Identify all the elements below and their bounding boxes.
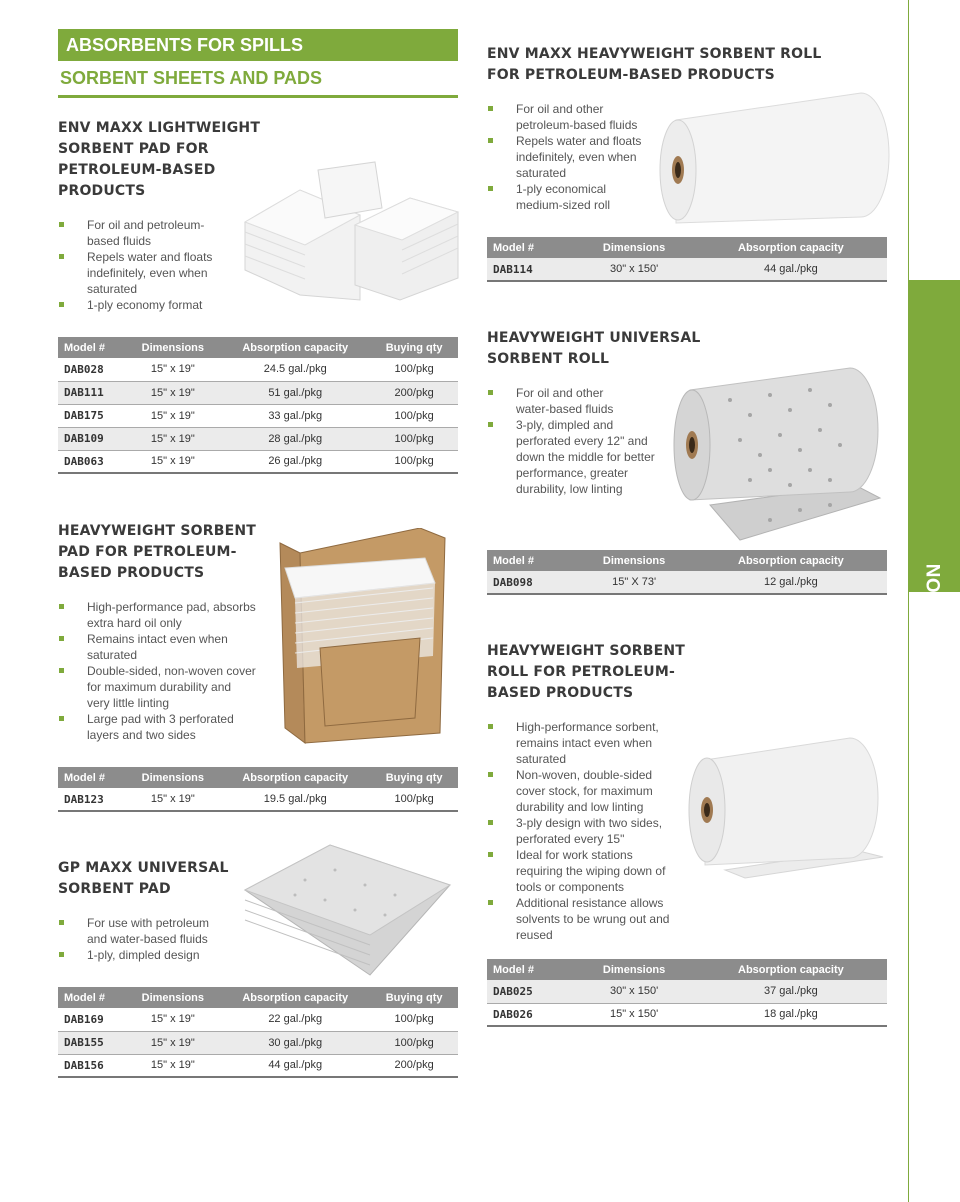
feature-item: Repels water and floats indefinitely, even when saturated: [58, 249, 238, 297]
sorbent-pads-image: [240, 160, 460, 305]
table-row: [58, 381, 458, 404]
title-line: HEAVYWEIGHT SORBENT: [58, 523, 257, 539]
title-line: PETROLEUM-BASED: [58, 162, 216, 178]
capacity-cell: 44 gal./pkg: [220, 1054, 370, 1077]
feature-item: For oil and other water-based fluids: [487, 385, 667, 417]
pad-stack-right: [355, 198, 458, 300]
dimension-cell: 15" x 19": [125, 1031, 220, 1054]
column-header: Dimensions: [125, 987, 220, 1008]
spec-table: [58, 337, 458, 474]
feature-item: Ideal for work stations requiring the wiping down of tools or components: [487, 847, 677, 895]
feature-item: 3-ply design with two sides, perforated every 15": [487, 815, 677, 847]
quantity-cell: 100/pkg: [370, 788, 458, 811]
feature-item: 1-ply economical medium-sized roll: [487, 181, 657, 213]
column-header: Absorption capacity: [695, 237, 887, 258]
product-title: [487, 641, 685, 704]
column-header: Absorption capacity: [220, 767, 370, 788]
spec-table: [58, 767, 458, 812]
capacity-cell: 26 gal./pkg: [220, 450, 370, 473]
model-cell: DAB028: [58, 358, 125, 381]
sidebar-tab: [909, 280, 960, 869]
dimension-cell: 15" X 73': [573, 571, 694, 594]
column-header: Buying qty: [370, 337, 458, 358]
feature-list: [58, 217, 238, 313]
quantity-cell: 100/pkg: [370, 1008, 458, 1031]
capacity-cell: 37 gal./pkg: [695, 980, 887, 1003]
title-line: PAD FOR PETROLEUM-: [58, 544, 237, 560]
heavyweight-roll-image: [685, 735, 885, 880]
model-cell: DAB098: [487, 571, 573, 594]
table-row: [58, 427, 458, 450]
table-row: [58, 450, 458, 473]
column-header: Absorption capacity: [695, 959, 887, 980]
quantity-cell: 200/pkg: [370, 381, 458, 404]
column-header: Dimensions: [573, 550, 694, 571]
model-cell: DAB063: [58, 450, 125, 473]
column-header: Model #: [487, 237, 573, 258]
dimension-cell: 15" x 19": [125, 1008, 220, 1031]
column-header: Model #: [58, 987, 125, 1008]
title-line: ENV MAXX LIGHTWEIGHT: [58, 120, 261, 136]
spec-table: [487, 550, 887, 595]
feature-item: 3-ply, dimpled and perforated every 12" and down the middle for better performance, greater durability, low linting: [487, 417, 667, 497]
model-cell: DAB175: [58, 404, 125, 427]
feature-item: Non-woven, double-sided cover stock, for maximum durability and low linting: [487, 767, 677, 815]
model-cell: DAB123: [58, 788, 125, 811]
feature-list: [58, 915, 238, 963]
feature-item: Double-sided, non-woven cover for maximum durability and very little linting: [58, 663, 273, 711]
product-title: [58, 858, 229, 900]
model-cell: DAB109: [58, 427, 125, 450]
feature-list: [58, 599, 273, 743]
title-line: SORBENT PAD FOR: [58, 141, 209, 157]
model-cell: DAB111: [58, 381, 125, 404]
column-header: Model #: [58, 337, 125, 358]
column-header: Model #: [487, 550, 573, 571]
feature-item: For oil and petroleum- based fluids: [58, 217, 238, 249]
title-line: PRODUCTS: [58, 183, 146, 199]
capacity-cell: 12 gal./pkg: [695, 571, 887, 594]
column-header: Dimensions: [125, 767, 220, 788]
quantity-cell: 200/pkg: [370, 1054, 458, 1077]
model-cell: DAB155: [58, 1031, 125, 1054]
column-header: Absorption capacity: [220, 337, 370, 358]
quantity-cell: 100/pkg: [370, 1031, 458, 1054]
dimension-cell: 15" x 150': [573, 1003, 694, 1026]
feature-item: Repels water and floats indefinitely, even when saturated: [487, 133, 657, 181]
spec-table: [487, 959, 887, 1027]
table-row: [58, 404, 458, 427]
table-row: [487, 980, 887, 1003]
product-title: [58, 521, 256, 584]
dimension-cell: 15" x 19": [125, 788, 220, 811]
model-cell: DAB026: [487, 1003, 573, 1026]
model-cell: DAB025: [487, 980, 573, 1003]
capacity-cell: 33 gal./pkg: [220, 404, 370, 427]
capacity-cell: 30 gal./pkg: [220, 1031, 370, 1054]
column-header: Buying qty: [370, 987, 458, 1008]
table-row: [58, 1008, 458, 1031]
sidebar-label: ENVIRONMENTAL PROTECTION: [924, 563, 945, 869]
table-row: [487, 1003, 887, 1026]
feature-item: Remains intact even when saturated: [58, 631, 273, 663]
section-subtitle: SORBENT SHEETS AND PADS: [58, 68, 458, 98]
column-header: Absorption capacity: [220, 987, 370, 1008]
spec-table: [487, 237, 887, 282]
model-cell: DAB156: [58, 1054, 125, 1077]
feature-item: For use with petroleum and water-based fluids: [58, 915, 238, 947]
title-line: ENV MAXX HEAVYWEIGHT SORBENT ROLL: [487, 46, 822, 62]
table-header-row: [58, 767, 458, 788]
title-line: GP MAXX UNIVERSAL: [58, 860, 229, 876]
section-banner: ABSORBENTS FOR SPILLS: [58, 29, 458, 61]
product-title: [487, 328, 701, 370]
column-header: Dimensions: [573, 237, 694, 258]
title-line: HEAVYWEIGHT SORBENT: [487, 643, 686, 659]
capacity-cell: 51 gal./pkg: [220, 381, 370, 404]
title-line: BASED PRODUCTS: [487, 685, 634, 701]
table-row: [58, 1031, 458, 1054]
table-row: [58, 788, 458, 811]
table-header-row: [58, 987, 458, 1008]
capacity-cell: 22 gal./pkg: [220, 1008, 370, 1031]
quantity-cell: 100/pkg: [370, 450, 458, 473]
product-title: [58, 118, 260, 202]
table-header-row: [487, 550, 887, 571]
feature-item: For oil and other petroleum-based fluids: [487, 101, 657, 133]
white-sorbent-roll-image: [656, 90, 891, 225]
title-line: SORBENT ROLL: [487, 351, 610, 367]
model-cell: DAB114: [487, 258, 573, 281]
pad-dispenser-box-image: [275, 528, 460, 748]
product-title: [487, 44, 821, 86]
table-row: [58, 358, 458, 381]
column-header: Model #: [58, 767, 125, 788]
column-header: Model #: [487, 959, 573, 980]
feature-list: [487, 385, 667, 497]
feature-list: [487, 101, 657, 213]
table-header-row: [487, 237, 887, 258]
capacity-cell: 18 gal./pkg: [695, 1003, 887, 1026]
dimension-cell: 30" x 150': [573, 258, 694, 281]
title-line: HEAVYWEIGHT UNIVERSAL: [487, 330, 701, 346]
table-header-row: [487, 959, 887, 980]
model-cell: DAB169: [58, 1008, 125, 1031]
title-line: FOR PETROLEUM-BASED PRODUCTS: [487, 67, 775, 83]
feature-item: High-performance sorbent, remains intact even when saturated: [487, 719, 677, 767]
feature-item: 1-ply economy format: [58, 297, 238, 313]
universal-pad-image: [235, 840, 457, 980]
gray-dimpled-roll-image: [670, 360, 882, 542]
dimension-cell: 15" x 19": [125, 1054, 220, 1077]
dimension-cell: 15" x 19": [125, 404, 220, 427]
capacity-cell: 28 gal./pkg: [220, 427, 370, 450]
column-header: Buying qty: [370, 767, 458, 788]
quantity-cell: 100/pkg: [370, 358, 458, 381]
table-row: [58, 1054, 458, 1077]
dimension-cell: 15" x 19": [125, 381, 220, 404]
capacity-cell: 19.5 gal./pkg: [220, 788, 370, 811]
column-header: Dimensions: [125, 337, 220, 358]
feature-item: High-performance pad, absorbs extra hard oil only: [58, 599, 273, 631]
table-header-row: [58, 337, 458, 358]
title-line: ROLL FOR PETROLEUM-: [487, 664, 675, 680]
title-line: BASED PRODUCTS: [58, 565, 205, 581]
quantity-cell: 100/pkg: [370, 427, 458, 450]
spec-table: [58, 987, 458, 1078]
table-row: [487, 258, 887, 281]
feature-item: Additional resistance allows solvents to be wrung out and reused: [487, 895, 677, 943]
pad-stack-back: [318, 162, 382, 218]
feature-item: 1-ply, dimpled design: [58, 947, 238, 963]
title-line: SORBENT PAD: [58, 881, 171, 897]
quantity-cell: 100/pkg: [370, 404, 458, 427]
sidebar: [908, 0, 960, 1202]
column-header: Dimensions: [573, 959, 694, 980]
capacity-cell: 44 gal./pkg: [695, 258, 887, 281]
dimension-cell: 15" x 19": [125, 450, 220, 473]
dimension-cell: 15" x 19": [125, 427, 220, 450]
dimension-cell: 15" x 19": [125, 358, 220, 381]
feature-item: Large pad with 3 perforated layers and two sides: [58, 711, 273, 743]
column-header: Absorption capacity: [695, 550, 887, 571]
dimension-cell: 30" x 150': [573, 980, 694, 1003]
capacity-cell: 24.5 gal./pkg: [220, 358, 370, 381]
table-row: [487, 571, 887, 594]
feature-list: [487, 719, 677, 943]
